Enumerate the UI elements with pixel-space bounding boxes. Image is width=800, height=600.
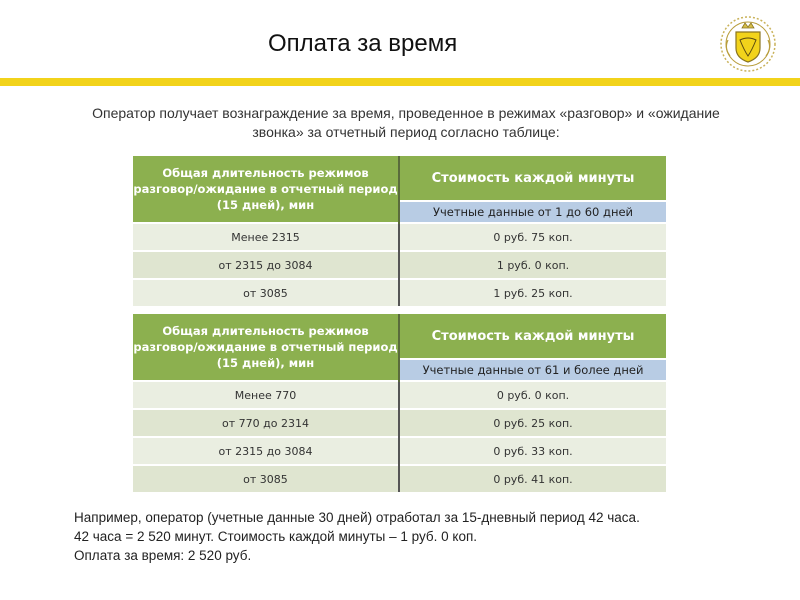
table-row: [133, 381, 666, 409]
price-cell: 1 руб. 0 коп.: [399, 251, 666, 279]
bank-crest-logo-icon: [716, 10, 780, 74]
table-row: [133, 409, 666, 437]
example-line: Например, оператор (учетные данные 30 дней) отработал за 15-дневный период 42 часа.: [74, 510, 640, 525]
duration-range-cell: от 3085: [133, 465, 399, 492]
price-cell: 0 руб. 41 коп.: [399, 465, 666, 492]
table-row: [133, 437, 666, 465]
table-row: [133, 223, 666, 251]
table-row: [133, 465, 666, 492]
rates-table-short-tenure: [133, 156, 666, 306]
tenure-subheader: Учетные данные от 61 и более дней: [399, 359, 666, 381]
price-cell: 0 руб. 0 коп.: [399, 381, 666, 409]
duration-column-header: Общая длительность режимов разговор/ожидание в отчетный период (15 дней), мин: [133, 314, 399, 381]
price-column-header: Стоимость каждой минуты: [399, 156, 666, 201]
price-column-header: Стоимость каждой минуты: [399, 314, 666, 359]
duration-range-cell: от 2315 до 3084: [133, 437, 399, 465]
price-cell: 0 руб. 33 коп.: [399, 437, 666, 465]
duration-range-cell: от 2315 до 3084: [133, 251, 399, 279]
accent-divider: [0, 78, 800, 86]
example-calculation: [74, 508, 640, 565]
intro-text: Оператор получает вознаграждение за время, проведенное в режимах «разговор» и «ожидание звонка» за отчетный период согласно таблице:: [92, 105, 720, 140]
price-cell: 0 руб. 25 коп.: [399, 409, 666, 437]
example-line: Оплата за время: 2 520 руб.: [74, 548, 252, 563]
page-title: Оплата за время: [268, 30, 458, 57]
table-row: [133, 279, 666, 306]
example-line: 42 часа = 2 520 минут. Стоимость каждой минуты – 1 руб. 0 коп.: [74, 529, 478, 544]
price-cell: 1 руб. 25 коп.: [399, 279, 666, 306]
tenure-subheader: Учетные данные от 1 до 60 дней: [399, 201, 666, 223]
duration-range-cell: от 770 до 2314: [133, 409, 399, 437]
rates-table-long-tenure: [133, 314, 666, 492]
duration-range-cell: от 3085: [133, 279, 399, 306]
price-cell: 0 руб. 75 коп.: [399, 223, 666, 251]
duration-column-header: Общая длительность режимов разговор/ожидание в отчетный период (15 дней), мин: [133, 156, 399, 223]
duration-range-cell: Менее 770: [133, 381, 399, 409]
table-row: [133, 251, 666, 279]
duration-range-cell: Менее 2315: [133, 223, 399, 251]
